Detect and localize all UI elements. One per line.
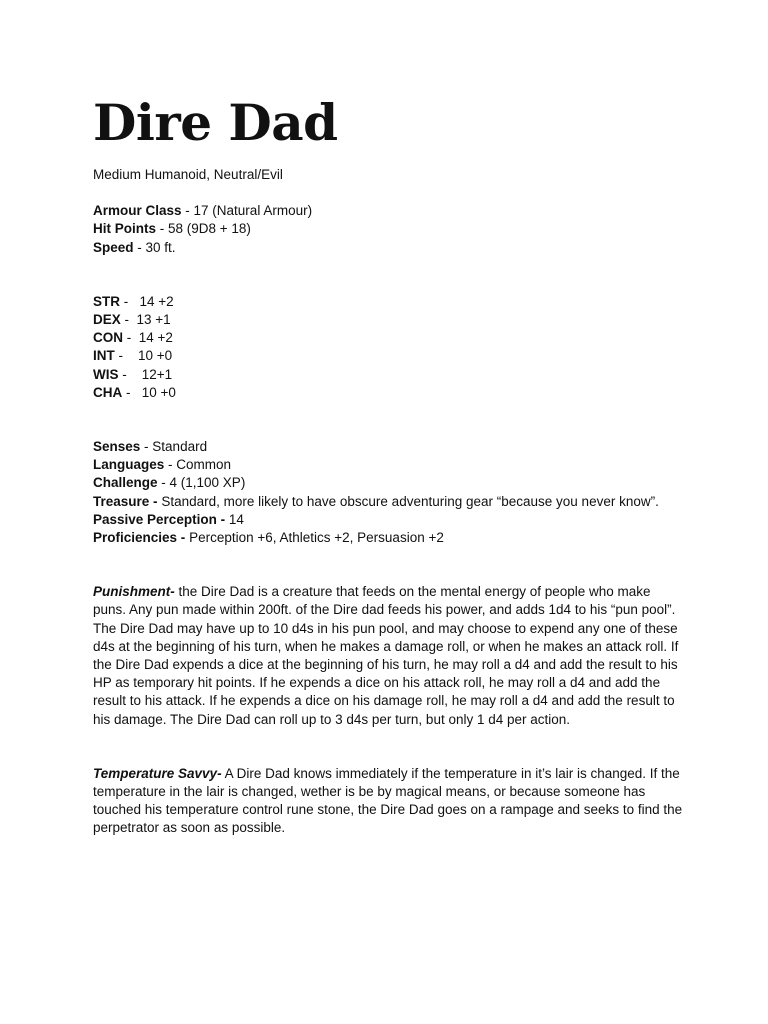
speed-value: 30 ft. [145,239,176,255]
stat-str-label: STR [93,293,120,309]
proficiencies-line [93,529,683,547]
stat-int-value: 10 +0 [138,348,173,364]
stat-wis-sep: - [118,366,142,382]
stat-cha-value: 10 +0 [141,384,176,400]
punishment-name: Punishment- [93,584,175,600]
passive-perception-line [93,511,683,529]
proficiencies-label: Proficiencies - [93,530,186,546]
armour-class-value: 17 (Natural Armour) [193,203,313,219]
creature-title: Dire Dad [93,93,338,152]
senses-line [93,438,683,456]
details-section [93,438,683,547]
punishment-section [93,583,683,729]
treasure-value: Standard, more likely to have obscure adventuring gear “because you never know”. [161,493,659,509]
stat-cha-sep: - [122,384,142,400]
stat-int-line [93,347,683,365]
proficiencies-value: Perception +6, Athletics +2, Persuasion +2 [189,530,444,546]
senses-label: Senses [93,439,141,455]
stat-dex-label: DEX [93,312,121,328]
passive-perception-value: 14 [228,511,244,527]
stat-wis-label: WIS [93,366,119,382]
ability-scores-section [93,293,683,402]
stat-cha-label: CHA [93,384,123,400]
treasure-label: Treasure - [93,493,158,509]
stat-con-sep: - [123,330,139,346]
temperature-savvy-text: A Dire Dad knows immediately if the temperature in it’s lair is changed. If the temperature in the lair is changed, wether is be by magical means, or because someone has touched his temperature control rune stone, the Dire Dad goes on a rampage and seeks to find the perpetrator as soon as possible. [93,765,683,836]
stat-str-sep: - [120,293,140,309]
stat-str-line [93,293,683,311]
stat-dex-line [93,311,683,329]
stat-con-value: 14 +2 [138,330,173,346]
defense-section [93,202,683,257]
hit-points-line [93,220,683,238]
speed-label: Speed [93,239,134,255]
creature-subtitle: Medium Humanoid, Neutral/Evil [93,167,283,182]
stat-str-value: 14 +2 [139,293,174,309]
stat-int-sep: - [114,348,138,364]
stat-wis-value: 12+1 [141,366,173,382]
speed-line [93,239,683,257]
temperature-savvy-section [93,765,683,838]
challenge-sep: - [157,475,170,491]
challenge-value: 4 (1,100 XP) [169,475,246,491]
stat-cha-line [93,384,683,402]
languages-line [93,456,683,474]
temperature-savvy-name: Temperature Savvy- [93,765,222,781]
senses-sep: - [140,439,153,455]
stat-con-label: CON [93,330,123,346]
speed-sep: - [133,239,146,255]
stat-con-line [93,329,683,347]
languages-value: Common [176,457,232,473]
hit-points-sep: - [156,221,168,237]
temperature-savvy-paragraph [93,765,683,838]
stat-dex-value: 13 +1 [136,312,171,328]
languages-label: Languages [93,457,165,473]
languages-sep: - [164,457,177,473]
challenge-line [93,474,683,492]
hit-points-value: 58 (9D8 + 18) [168,221,251,237]
senses-value: Standard [152,439,208,455]
treasure-line [93,493,683,511]
stat-wis-line [93,366,683,384]
armour-class-label: Armour Class [93,203,182,219]
stat-dex-sep: - [120,312,137,328]
armour-class-sep: - [181,203,194,219]
punishment-text: the Dire Dad is a creature that feeds on the mental energy of people who make puns. Any pun made within 200ft. of the Dire dad feeds his power, and adds 1d4 to his “pun pool”. The Dire Dad may have up to 10 d4s in his pun pool, and may choose to expend any one of these d4s at the beginning of his turn, when he makes a damage roll, or when he makes an attack roll. If the Dire Dad expends a dice at the beginning of his turn, he may roll a d4 and add the result to his HP as temporary hit points. If he expends a dice on his attack roll, he may roll a d4 and add the result to his attack. If he expends a dice on his damage roll, he may roll a d4 and add the result to his damage. The Dire Dad can roll up to 3 d4s per turn, but only 1 d4 per action. [93,584,679,727]
stat-block-page [93,92,683,838]
hit-points-label: Hit Points [93,221,156,237]
armour-class-line [93,202,683,220]
stat-int-label: INT [93,348,115,364]
challenge-label: Challenge [93,475,158,491]
passive-perception-label: Passive Perception - [93,511,226,527]
punishment-paragraph [93,583,683,729]
